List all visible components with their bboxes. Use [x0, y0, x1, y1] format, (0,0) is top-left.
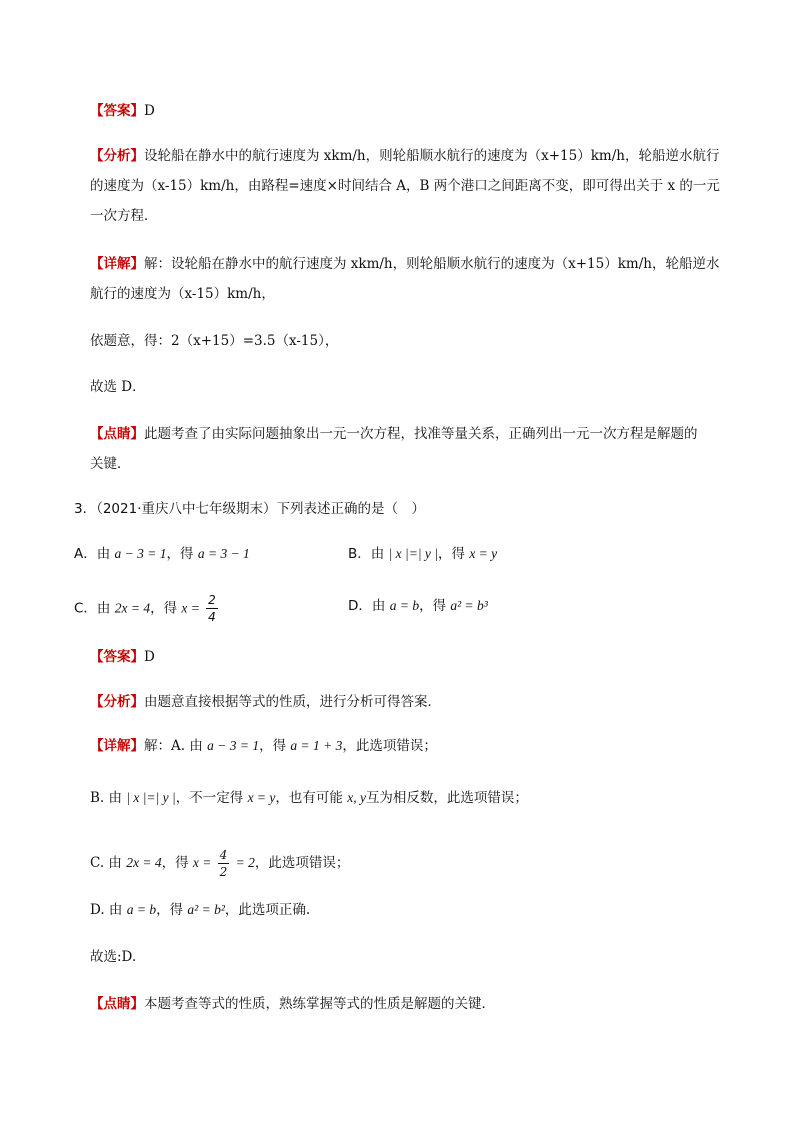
detail-b-expr1: | x |=| y | [126, 790, 176, 805]
analysis-tag: 【分析】 [90, 148, 144, 164]
option-d-mid: ，得 [419, 598, 447, 614]
detail-tag: 【详解】 [90, 256, 144, 272]
comment-text-2: 本题考查等式的性质，熟练掌握等式的性质是解题的关键． [144, 996, 495, 1012]
option-a-expr2: a = 3 − 1 [197, 546, 250, 561]
detail-d-pre: D. 由 [90, 902, 123, 918]
detail-line-a [90, 736, 437, 756]
option-c-label: C．由 [74, 600, 111, 617]
detail-a-pre: 解：A. 由 [144, 738, 203, 754]
analysis-text-2: 由题意直接根据等式的性质，进行分析可得答案． [144, 694, 441, 710]
answer-value-2: D [144, 649, 155, 665]
detail-c-rhs: = 2 [235, 855, 255, 870]
answer-line-1 [90, 101, 155, 121]
detail-text: 解：设轮船在静水中的航行速度为 xkm/h，则轮船顺水航行的速度为（x+15）km/h，轮船逆水 [144, 256, 720, 272]
detail-b-expr2: x = y [247, 790, 276, 805]
detail-d-expr2: a² = b² [187, 902, 225, 917]
analysis-line-2: 的速度为（x-15）km/h，由路程=速度×时间结合 A，B 两个港口之间距离不变，即可得出关于 x 的一元 [90, 178, 720, 194]
detail-a-expr2: a = 1 + 3 [290, 738, 343, 753]
option-d [348, 596, 488, 616]
detail-b-mid: ，不一定得 [175, 790, 244, 806]
option-c-numerator: 2 [208, 593, 216, 607]
analysis-text: 设轮船在静水中的航行速度为 xkm/h，则轮船顺水航行的速度为（x+15）km/h，轮船逆水航行 [144, 148, 720, 164]
option-b-expr2: x = y [469, 546, 498, 561]
comment-text: 此题考查了由实际问题抽象出一元一次方程，找准等量关系，正确列出一元一次方程是解题的 [144, 426, 698, 442]
detail-line-1 [90, 254, 719, 274]
detail-c-denominator: 2 [219, 865, 228, 879]
answer-line-2 [90, 647, 155, 667]
option-c-fraction [206, 592, 218, 625]
detail-c-post: ，此选项错误； [254, 855, 350, 871]
comment-line-b [90, 994, 495, 1014]
option-b-mid: ，得 [438, 546, 466, 562]
detail-line-c [90, 847, 349, 880]
detail-a-mid: ，得 [259, 738, 287, 754]
detail-line-d [90, 900, 310, 920]
comment-tag: 【点睛】 [90, 426, 144, 442]
option-a-label: A．由 [74, 546, 111, 562]
option-b [348, 544, 497, 564]
analysis-line-b [90, 692, 441, 712]
analysis-line-1 [90, 146, 719, 166]
option-a-expr1: a − 3 = 1 [114, 546, 167, 561]
answer-value: D [144, 103, 155, 119]
option-c-denominator: 4 [208, 610, 216, 624]
option-c-lhs: x = [181, 600, 200, 616]
detail-c-mid: ，得 [161, 855, 189, 871]
detail-d-mid: ，得 [156, 902, 184, 918]
analysis-line-3: 一次方程． [90, 208, 158, 224]
option-b-expr1: | x |=| y | [388, 546, 439, 561]
detail-line-3: 依题意，得：2（x+15）=3.5（x-15）， [90, 333, 339, 349]
option-d-label: D．由 [348, 598, 386, 614]
option-d-expr1: a = b [389, 598, 420, 613]
detail-c-pre: C. 由 [90, 855, 122, 871]
answer-tag-2: 【答案】 [90, 649, 144, 665]
option-b-label: B．由 [348, 546, 385, 562]
detail-line-4: 故选 D． [90, 379, 146, 395]
detail-c-expr1: 2x = 4 [126, 855, 162, 870]
conclusion-line: 故选:D. [90, 949, 137, 965]
analysis-tag-2: 【分析】 [90, 694, 144, 710]
answer-tag: 【答案】 [90, 103, 144, 119]
option-c-expr1: 2x = 4 [114, 600, 151, 616]
detail-d-expr1: a = b [126, 902, 157, 917]
detail-b-mid2: ，也有可能 [275, 790, 343, 806]
comment-line-1 [90, 424, 698, 444]
detail-b-post: 互为相反数，此选项错误； [365, 790, 528, 806]
comment-tag-2: 【点睛】 [90, 996, 144, 1012]
option-d-expr2: a² = b³ [450, 598, 488, 613]
detail-tag-2: 【详解】 [90, 738, 144, 754]
detail-line-b [90, 788, 528, 808]
detail-a-post: ，此选项错误； [342, 738, 437, 754]
comment-line-2: 关键． [90, 456, 131, 472]
detail-line-2: 航行的速度为（x-15）km/h， [90, 286, 275, 302]
option-c-mid: ，得 [150, 600, 178, 617]
question-stem: 3．（2021·重庆八中七年级期末）下列表述正确的是（ ） [74, 501, 425, 517]
detail-a-expr1: a − 3 = 1 [207, 738, 260, 753]
detail-b-pre: B. 由 [90, 790, 123, 806]
option-c [74, 592, 220, 625]
option-a [74, 544, 250, 564]
detail-d-post: ，此选项正确. [224, 902, 311, 918]
option-a-mid: ，得 [166, 546, 194, 562]
detail-c-lhs: x = [192, 855, 212, 870]
detail-c-fraction [218, 847, 230, 880]
detail-c-numerator: 4 [219, 848, 228, 862]
detail-b-expr3: x, y [347, 790, 366, 805]
